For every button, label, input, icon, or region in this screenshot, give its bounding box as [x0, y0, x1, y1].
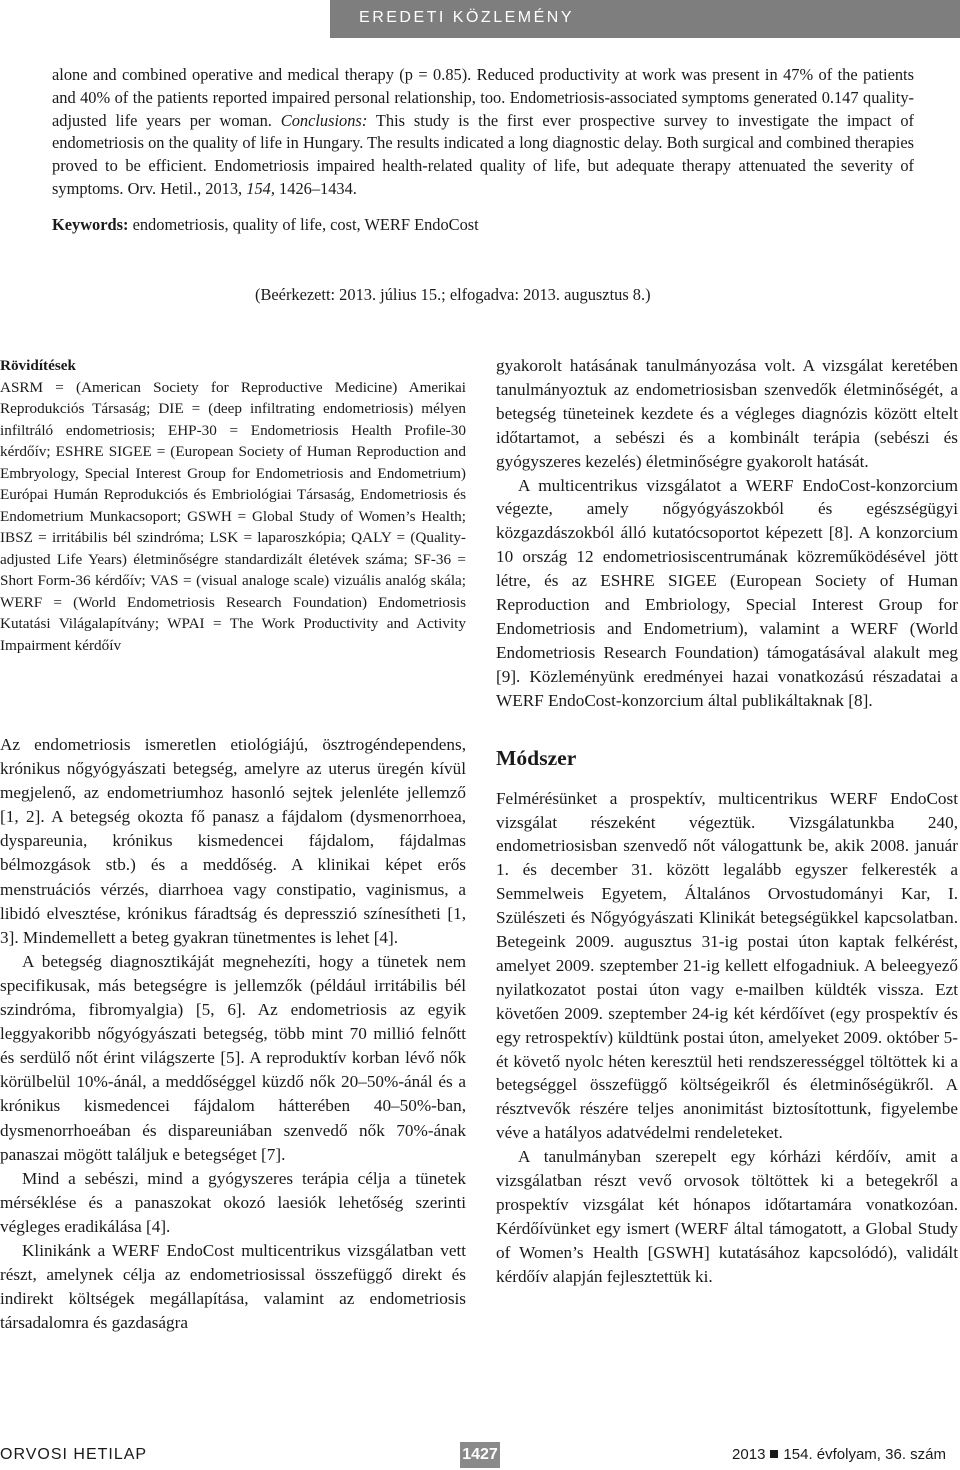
abstract-paragraph: [52, 64, 914, 201]
intro-paragraph-1: Az endometriosis ismeretlen etiológiájú, ösztrogéndependens, krónikus nőgyógyászati betegség, amelyre az uterus üregén kívül megjelenő, az endometriumhoz hasonló sejtek jelenléte jellemző [1, 2]. A betegség okozta fő panasz a fájdalom (dysmenorrhoea, dyspareunia, krónikus kismedencei fájdalom, fájdalmas bélmozgások stb.) és a meddőség. A klinikai képet erős menstruációs vérzés, diarrhoea vagy constipatio, vaginismus, a libidó elvesztése, krónikus fáradtság és depresszió színesítheti [1, 3]. Mindemellett a beteg gyakran tünetmentes is lehet [4].: [0, 735, 466, 947]
section-label: EREDETI KÖZLEMÉNY: [359, 9, 574, 26]
section-header-bar: [330, 0, 960, 38]
abbreviations-block: [0, 355, 466, 656]
keywords-text: endometriosis, quality of life, cost, WERF EndoCost: [128, 215, 479, 234]
journal-name: ORVOSI HETILAP: [0, 1446, 148, 1463]
methods-paragraph-1: Felmérésünket a prospektív, multicentrikus WERF EndoCost vizsgálat részeként végeztük. Vizsgálatunkba 240, endometriosisban szenvedő nőt válogattunk be, akik 2008. január 1. és december 31. között legalább egyszer felkeresték a Semmelweis Egyetem, Általános Orvostudományi Kar, I. Szülészeti és Nőgyógyászati Klinikát betegségükkel kapcsolatban. Betegeink 2009. augusztus 31-ig postai úton kaptak felkérést, amelyet 2009. szeptember 21-ig kellett elfogadniuk. A beleegyező nyilatkozatot postai úton vagy e-mailben küldték vissza. Ezt követően 2009. szeptember 24-ig két kérdőívet (egy prospektív és egy retrospektív) küldtünk postai úton, amelyeket 2009. október 5-ét követő nyolc héten keresztül heti rendszerességgel töltöttek ki a betegséggel összefüggő költségeikről és életminőségükről. A résztvevők részére teljes anonimitást biztosítottunk, figyelembe véve a hatályos adatvédelmi rendeleteket.: [496, 788, 958, 1143]
issue-year: 2013: [732, 1446, 766, 1463]
right-column: [496, 354, 958, 1289]
abbreviations-text: ASRM = (American Society for Reproductive Medicine) Amerikai Reprodukciós Társaság; DIE = (deep infiltrating endometriosis) mélyen infiltráló endometriosis; EHP-30 = Endometriosis Health Profile-30 kérdőív; ESHRE SIGEE = (European Society of Human Reproduction and Embryology, Special Interest Group for Endometriosis and Endometrium) Európai Humán Reprodukciós és Embriológiai Társaság, Endometriosis és Endometrium Munkacsoport; GSWH = Global Study of Women’s Health; IBSZ = irritábilis bél szindróma; LSK = laparoszkópia; QALY = (Quality-adjusted Life Years) életminőségre standardizált életévek száma; SF-36 = Short Form-36 kérdőív; VAS = (visual analoge scale) vizuális analóg skála; WERF = (World Endometriosis Research Foundation) Endometriosis Kutatási Világalapítvány; WPAI = The Work Productivity and Activity Impairment kérdőív: [0, 378, 466, 654]
abbreviations-title: Rövidítések: [0, 357, 76, 374]
received-dates: (Beérkezett: 2013. július 15.; elfogadva: 2013. augusztus 8.): [255, 285, 651, 304]
intro-paragraph-3: Mind a sebészi, mind a gyógyszeres terápia célja a tünetek mérséklése és a panaszokat okozó laesiók lehetőség szerinti végleges eradikálása [4].: [0, 1168, 466, 1236]
right-paragraph-2: A multicentrikus vizsgálatot a WERF EndoCost-konzorcium végezte, amely nőgyógyászokból és egészségügyi közgazdászokból álló kutatócsoportot képezett [8]. A konzorcium 10 ország 12 endometriosiscentrumának közreműködésével jött létre, és az ESHRE SIGEE (European Society of Human Reproduction and Embriology, Special Interest Group for Endometriosis and Endometrium), valamint a WERF (World Endometriosis Research Foundation) támogatásával alakult meg [9]. Közleményünk eredményei hazai vonatkozású részadatai a WERF EndoCost-konzorcium által publikáltaknak [8].: [496, 475, 958, 710]
page-range: 1426–1434.: [274, 178, 357, 198]
abstract-results-text: alone and combined operative and medical therapy (p = 0.85). Reduced productivity at work was present in 47% of the patients and 40% of the patients reported impaired personal relationship, too. Endometriosis-associated symptoms generated 0.147 quality-adjusted life years per woman.: [52, 65, 914, 130]
issue-info: [732, 1446, 946, 1463]
conclusions-label: Conclusions:: [280, 110, 368, 130]
introduction-column: [0, 733, 466, 1335]
right-paragraph-1: gyakorolt hatásának tanulmányozása volt. A vizsgálat keretében tanulmányoztuk az endometriosisban szenvedők életminőségét, a betegség tüneteinek kezdete és a végleges diagnózis között eltelt időtartamot, a sebészi és a kombinált terápia (sebészi és gyógyszeres kezelés) életminőségre gyakorolt hatását.: [496, 356, 958, 471]
page-number: 1427: [460, 1442, 500, 1468]
volume-number: 154,: [246, 178, 275, 198]
square-bullet-icon: [770, 1450, 778, 1458]
abstract-english: [52, 64, 914, 201]
section-title-methods: Módszer: [496, 745, 577, 770]
intro-paragraph-4: Klinikánk a WERF EndoCost multicentrikus vizsgálatban vett részt, amelynek célja az endometriosissal összefüggő direkt és indirekt költségek megállapítása, valamint az endometriosis társadalomra és gazdaságra: [0, 1240, 466, 1333]
abstract-conclusions-text: This study is the first ever prospective survey to investigate the impact of endometriosis on the quality of life in Hungary. The results indicated a long diagnostic delay. Both surgical and combined therapies proved to be efficient. Endometriosis impaired health-related quality of life, but adequate therapy attenuated the severity of symptoms. Orv. Hetil., 2013,: [52, 110, 915, 198]
intro-paragraph-2: A betegség diagnosztikáját megnehezíti, hogy a tünetek nem specifikusak, más betegségre is jellemzők (például irritábilis bél szindróma, fibromyalgia) [5, 6]. Az endometriosis az egyik leggyakoribb nőgyógyászati betegség, több mint 70 millió felnőtt és serdülő nőt érint világszerte [5]. A reproduktív korban lévő nők körülbelül 10%-ánál, a meddőséggel küzdő nők 20–50%-ánál és a krónikus kismedencei fájdalom hátterében 40–50%-ban, dysmenorrhoeában és dispareuniában szenvedő nők 70%-ának panaszai mögött találjuk e betegséget [7].: [0, 951, 466, 1164]
keywords-label: Keywords:: [52, 215, 129, 234]
methods-paragraph-2: A tanulmányban szerepelt egy kórházi kérdőív, amit a vizsgálatban részt vevő orvosok töltöttek ki a betegekről a prospektív vizsgálat két hónapos időtartamára vonatkozóan. Kérdőívünket egy ismert (WERF által támogatott, a Global Study of Women’s Health [GSWH] kutatásához kapcsolódó), validált kérdőív alapján fejlesztettük ki.: [496, 1147, 958, 1286]
keywords: [52, 214, 914, 236]
issue-volume: 154. évfolyam, 36. szám: [783, 1446, 946, 1463]
